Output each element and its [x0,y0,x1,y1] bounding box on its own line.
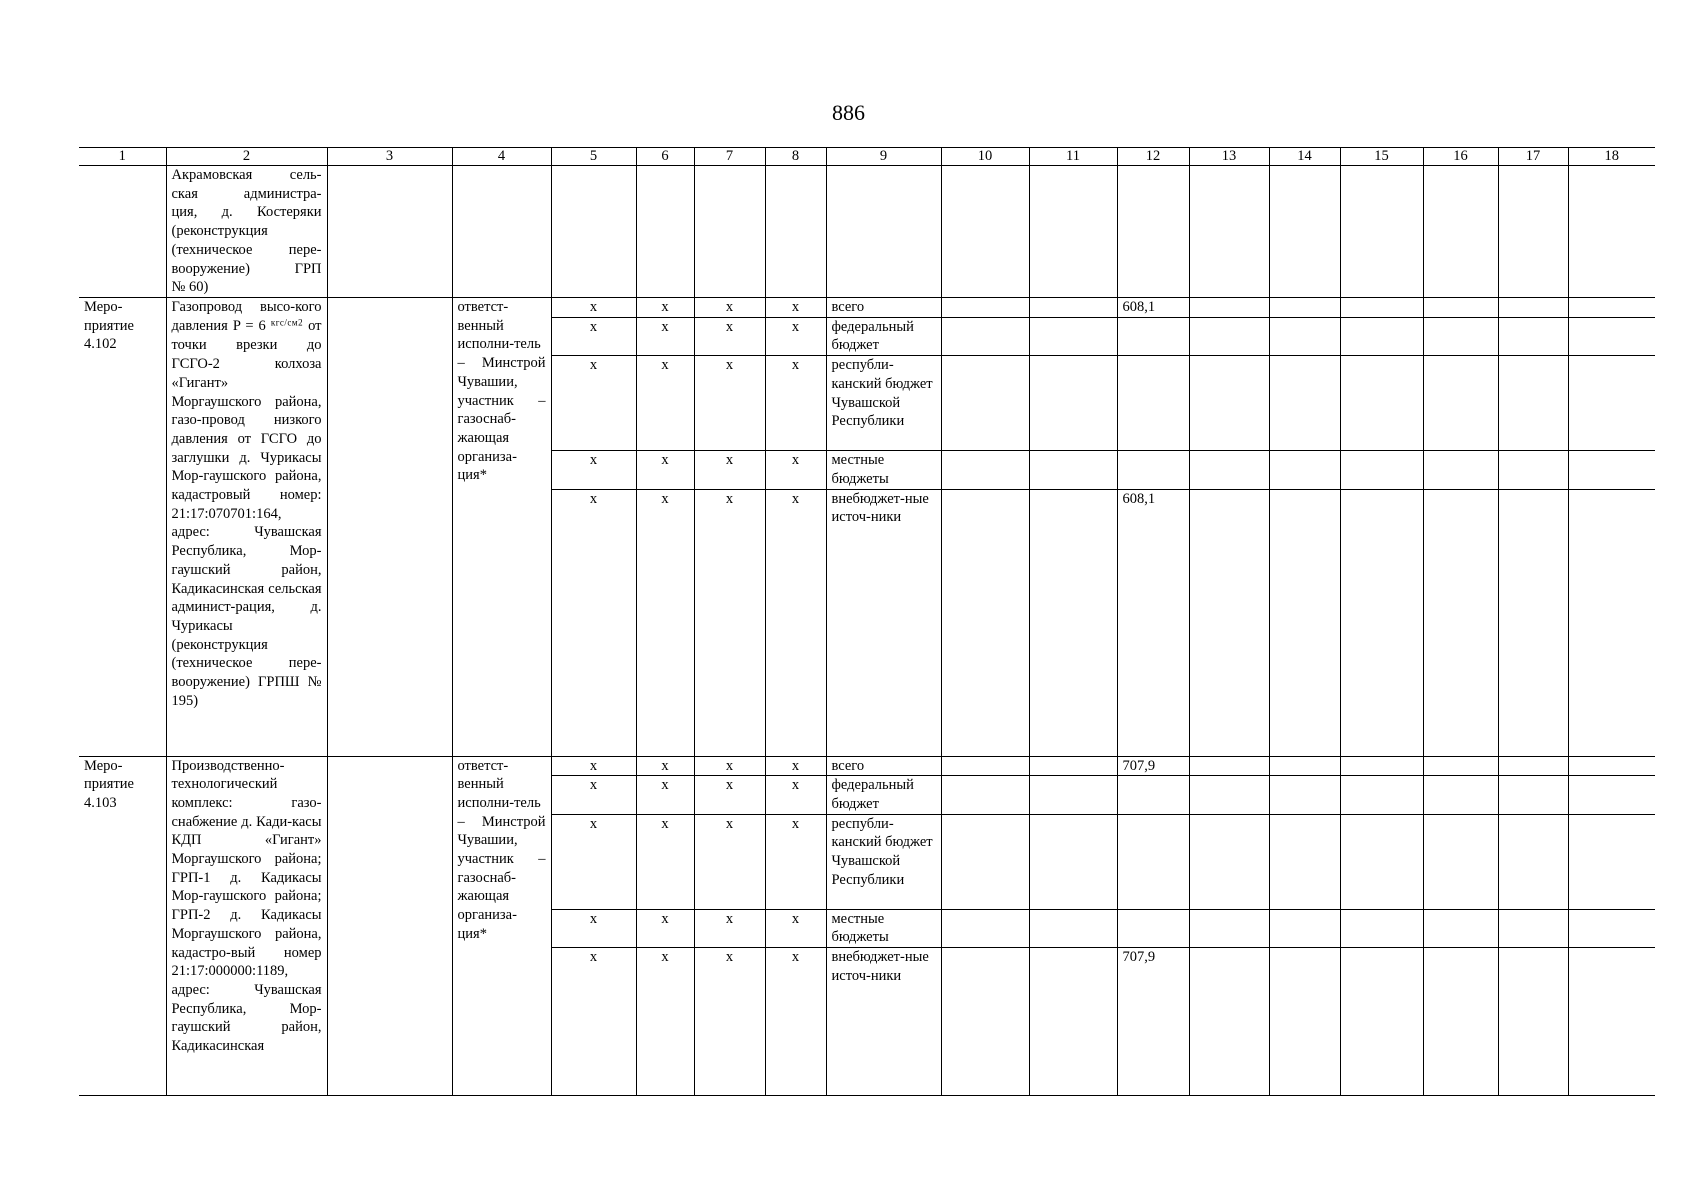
funding-source-cell: республи-канский бюджет Чувашской Республики [826,814,941,909]
mark-cell: х [551,814,636,909]
mark-cell: х [636,909,694,947]
mark-cell: х [636,451,694,489]
amount-cell [1117,451,1189,489]
amount-cell [1117,356,1189,451]
column-header: 18 [1568,148,1655,166]
mark-cell: х [694,489,765,756]
mark-cell: х [636,814,694,909]
mark-cell: х [694,298,765,318]
mark-cell: х [551,948,636,1096]
amount-cell [1117,814,1189,909]
source-row [79,756,1655,776]
empty-cell [327,756,452,1096]
mark-cell: х [694,756,765,776]
mark-cell: х [551,298,636,318]
name-line: ция, д. Костеряки [171,204,322,221]
measure-name-suffix: от точки врезки до ГСГО-2 колхоза «Гигант» Моргаушского района, газо-провод низкого давления от ГСГО до заглушки д. Чурикасы Мор-гаушского района, кадастровый номер: 21:17:070701:164, адрес: Чувашская Республика, Мор-гаушский район, Кадикасинская сельская админист-рация, д. Чурикасы (реконструкция (техническое пере-вооружение) ГРПШ № 195) [171,317,322,709]
name-line: вооружение) ГРП [171,260,322,277]
mark-cell: х [765,909,826,947]
column-header: 4 [452,148,551,166]
mark-cell: х [765,756,826,776]
funding-source-cell: федеральный бюджет [826,317,941,355]
responsible-text: ответст-венный исполни-тель – Минстрой Чувашии, участник – газоснаб-жающая организа-ция* [457,757,546,942]
amount-cell: 608,1 [1117,489,1189,756]
column-header: 16 [1423,148,1498,166]
mark-cell: х [636,756,694,776]
funding-source-cell: республи-канский бюджет Чувашской Республики [826,356,941,451]
measure-name-cell [166,298,327,757]
measure-name-cell [166,756,327,1096]
column-header: 5 [551,148,636,166]
column-header: 15 [1340,148,1423,166]
column-header: 2 [166,148,327,166]
column-header: 3 [327,148,452,166]
measure-id-line: приятие [84,317,134,334]
program-table [79,147,1655,1096]
mark-cell: х [551,776,636,814]
mark-cell: х [551,756,636,776]
mark-cell: х [694,317,765,355]
funding-source-cell: внебюджет-ные источ-ники [826,489,941,756]
measure-id-line: 4.103 [84,794,117,811]
amount-cell: 707,9 [1117,756,1189,776]
mark-cell: х [765,814,826,909]
amount-cell [1117,317,1189,355]
mark-cell: х [551,451,636,489]
funding-source-cell: федеральный бюджет [826,776,941,814]
mark-cell: х [765,317,826,355]
mark-cell: х [636,356,694,451]
amount-cell: 608,1 [1117,298,1189,318]
source-row [79,298,1655,318]
measure-id-line: 4.102 [84,336,117,353]
column-header: 1 [79,148,166,166]
name-line: (реконструкция [171,223,268,240]
name-line: № 60) [171,279,209,296]
header-row [79,148,1655,166]
column-header: 7 [694,148,765,166]
amount-cell [1117,776,1189,814]
name-line: ская администра- [171,185,322,202]
name-line: Акрамовская сель- [171,167,322,183]
funding-source-cell: всего [826,756,941,776]
measure-name-cell [166,166,327,298]
mark-cell: х [551,356,636,451]
mark-cell: х [694,814,765,909]
measure-id-line: Меро- [84,299,123,315]
responsible-text: ответст-венный исполни-тель – Минстрой Чувашии, участник – газоснаб-жающая организа-ция* [457,299,546,484]
measure-name-prefix: Газопровод высо-кого давления P = 6 [171,299,322,334]
funding-source-cell: местные бюджеты [826,451,941,489]
measure-id-line: приятие [84,776,134,793]
mark-cell: х [551,909,636,947]
mark-cell: х [765,451,826,489]
column-header: 17 [1498,148,1568,166]
column-header: 9 [826,148,941,166]
column-header: 6 [636,148,694,166]
amount-cell: 707,9 [1117,948,1189,1096]
mark-cell: х [636,776,694,814]
column-header: 8 [765,148,826,166]
continuation-row [79,166,1655,298]
amount-cell [1117,909,1189,947]
unit-exponent: 2 [298,317,304,328]
column-header: 12 [1117,148,1189,166]
mark-cell: х [765,356,826,451]
responsible-cell [452,298,551,757]
mark-cell: х [636,298,694,318]
mark-cell: х [636,948,694,1096]
page-number: 886 [832,100,865,125]
measure-name-text: Производственно-технологический комплекс: газо-снабжение д. Кади-касы КДП «Гигант» Моргаушского района; ГРП-1 д. Кадикасы Мор-гаушского района; ГРП-2 д. Кадикасы Моргаушского района, кадастро-вый номер 21:17:000000:1189, адрес: Чувашская Республика, Мор-гаушский район, Кадикасинская [171,757,322,1055]
mark-cell: х [636,489,694,756]
pressure-unit [270,317,304,333]
mark-cell: х [694,948,765,1096]
mark-cell: х [765,948,826,1096]
mark-cell: х [765,298,826,318]
mark-cell: х [636,317,694,355]
mark-cell: х [694,356,765,451]
responsible-cell [452,756,551,1096]
measure-id-cell [79,298,166,757]
unit-text: кгс/см [270,317,299,328]
funding-source-cell: всего [826,298,941,318]
measure-id-line: Меро- [84,757,123,774]
mark-cell: х [694,909,765,947]
measure-id-cell [79,166,166,298]
funding-source-cell: внебюджет-ные источ-ники [826,948,941,1096]
mark-cell: х [765,776,826,814]
column-header: 14 [1269,148,1340,166]
name-line: (техническое пере- [171,241,322,258]
mark-cell: х [694,776,765,814]
mark-cell: х [765,489,826,756]
empty-cell [327,298,452,757]
mark-cell: х [551,317,636,355]
mark-cell: х [694,451,765,489]
column-header: 11 [1029,148,1117,166]
funding-source-cell: местные бюджеты [826,909,941,947]
mark-cell: х [551,489,636,756]
column-header: 13 [1189,148,1269,166]
measure-id-cell [79,756,166,1096]
column-header: 10 [941,148,1029,166]
